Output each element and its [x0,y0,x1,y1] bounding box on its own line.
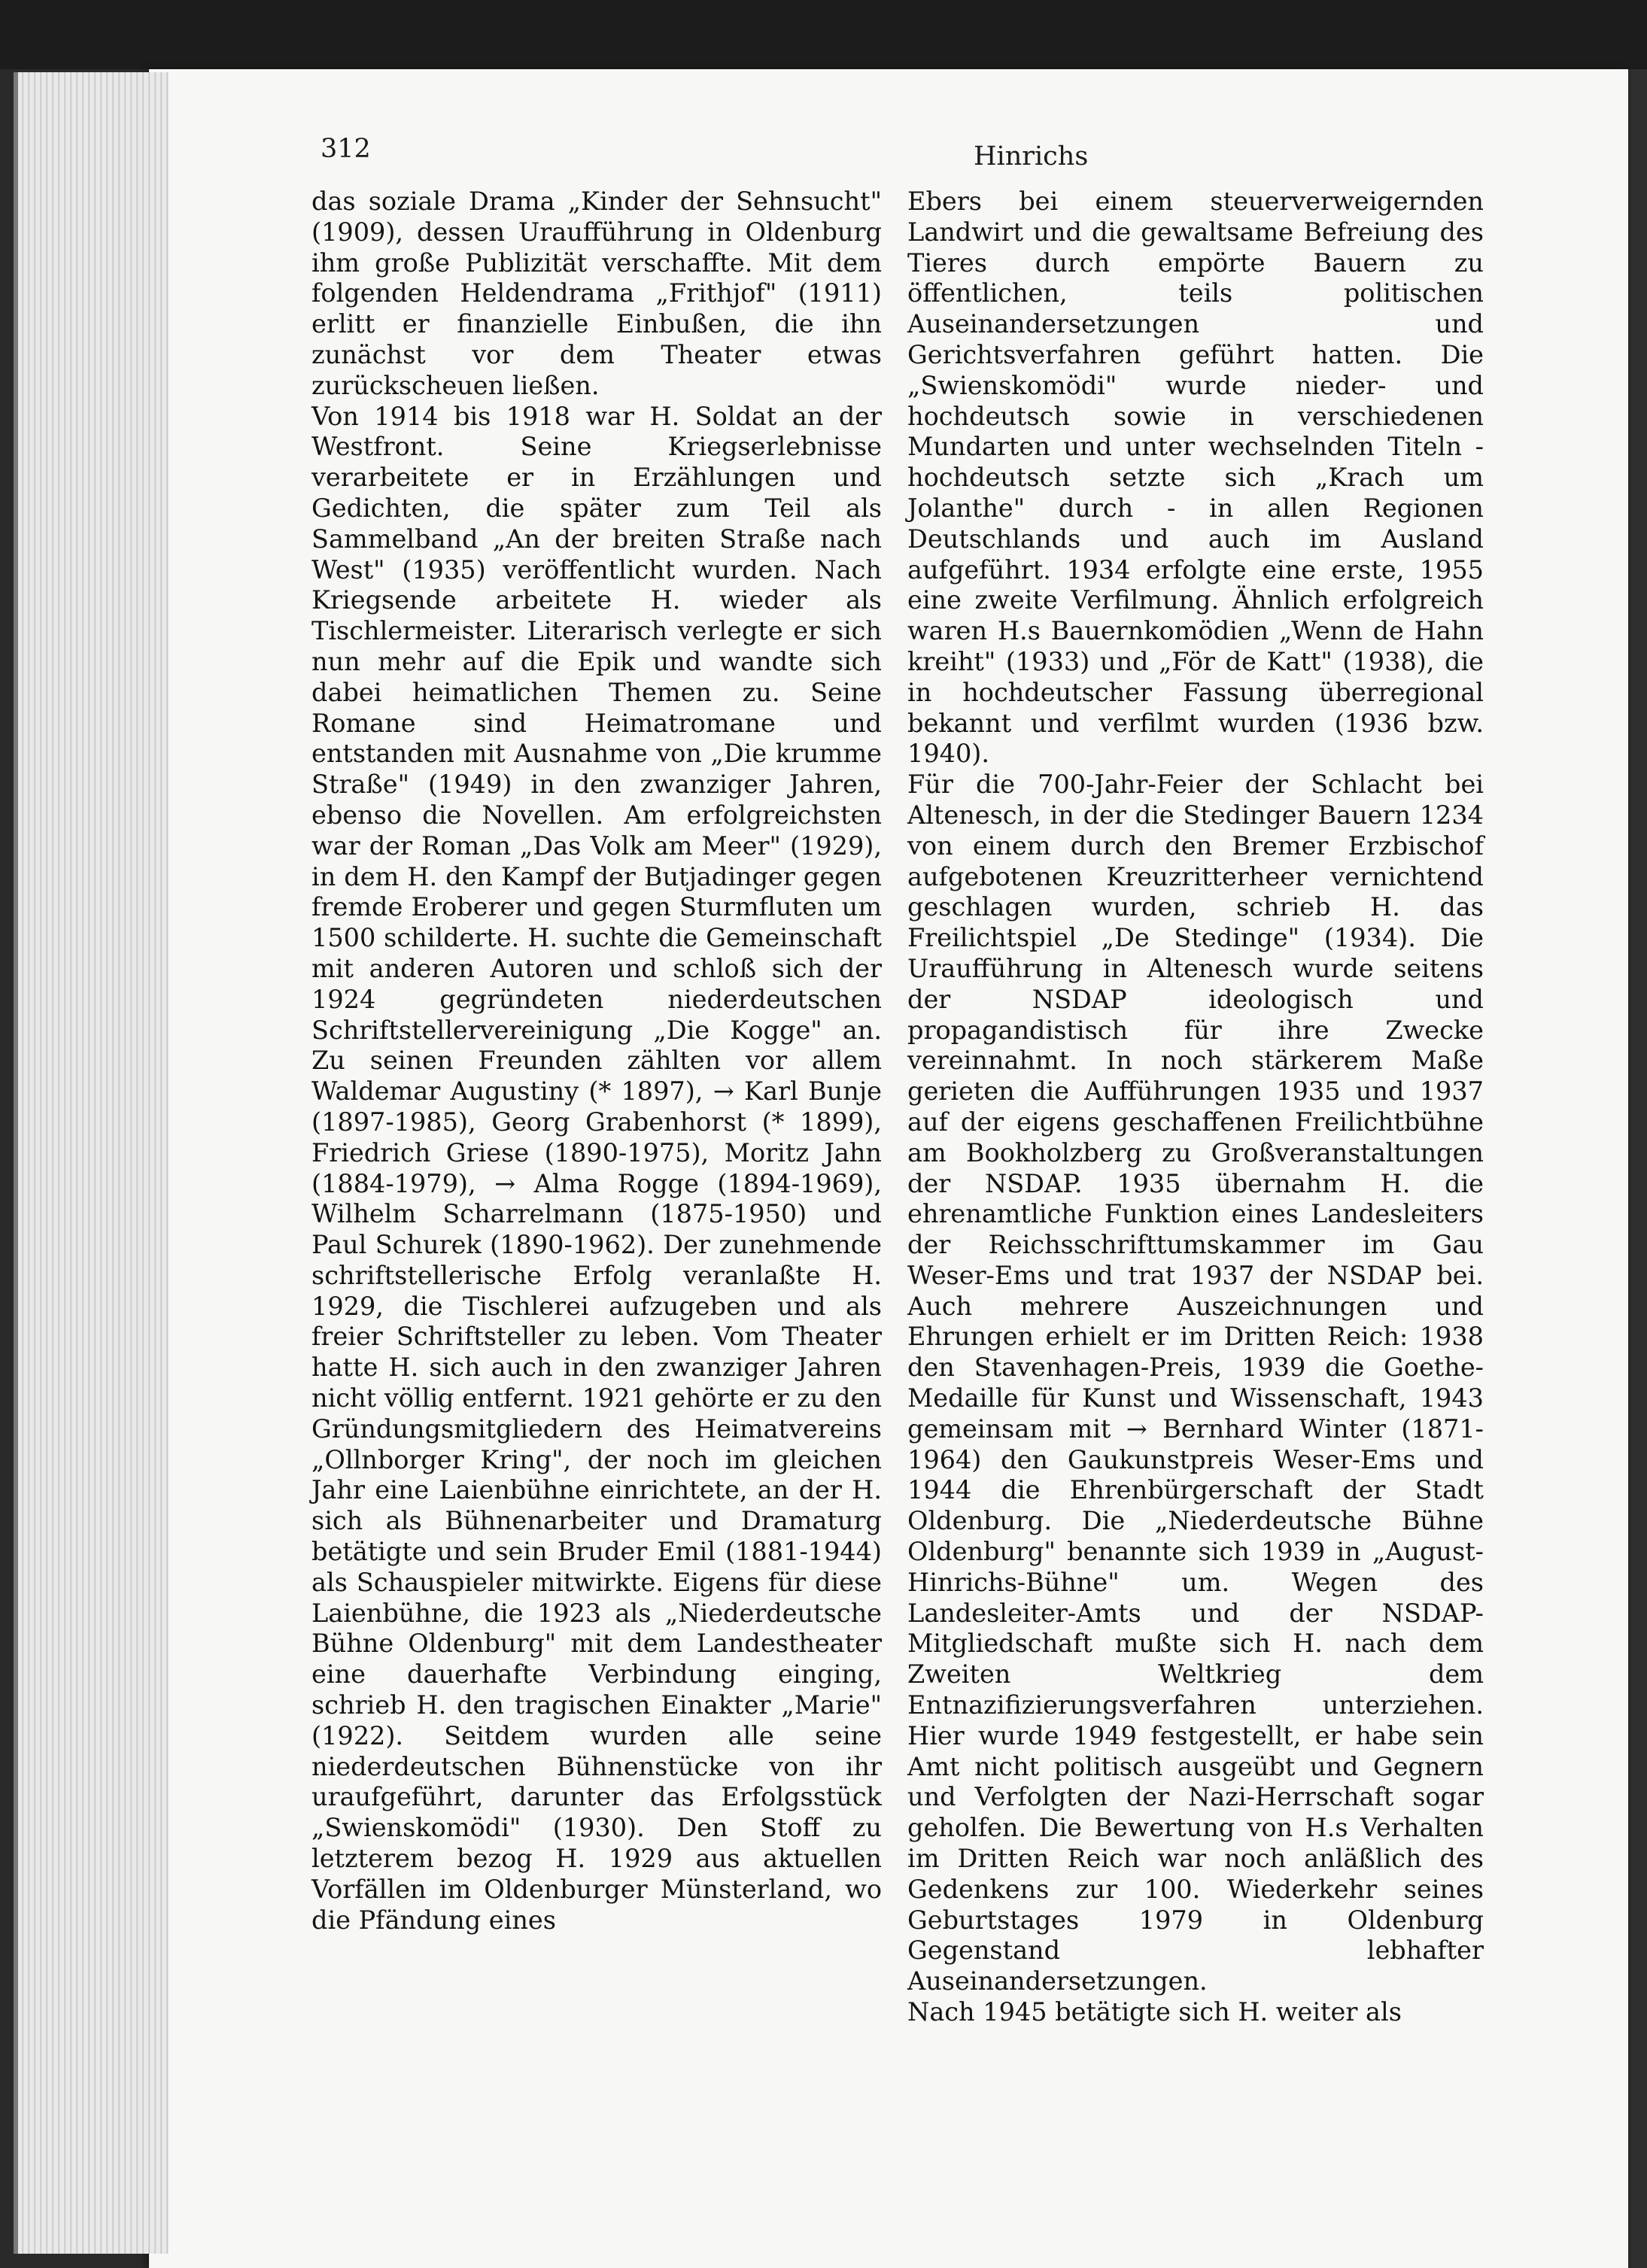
paragraph: Nach 1945 betätigte sich H. weiter als [907,1997,1402,2027]
page-stack-edges [14,72,169,2254]
paragraph: Ebers bei einem steuerverweigernden Landwirt und die gewaltsame Befreiung des Tieres durch empörte Bauern zu öffentlichen, teils politischen Auseinandersetzungen und Gerichtsverfahren geführt hatten. Die „Swienskomödi" wurde nieder- und hochdeutsch sowie in verschiedenen Mundarten und unter wechselnden Titeln - hochdeutsch setzte sich „Krach um Jolanthe" durch - in allen Regionen Deutschlands und auch im Ausland aufgeführt. 1934 erfolgte eine erste, 1955 eine zweite Verfilmung. Ähnlich erfolgreich waren H.s Bauernkomödien „Wenn de Hahn kreiht" (1933) und „För de Katt" (1938), die in hochdeutscher Fassung überregional bekannt und verfilmt wurden (1936 bzw. 1940). [907,187,1484,769]
paragraph: das soziale Drama „Kinder der Sehnsucht" (1909), dessen Uraufführung in Oldenburg ihm große Publizität verschaffte. Mit dem folgenden Heldendrama „Frithjof" (1911) erlitt er finanzielle Einbußen, die ihn zunächst vor dem Theater etwas zurückscheuen ließen. [311,187,882,400]
paragraph: Von 1914 bis 1918 war H. Soldat an der Westfront. Seine Kriegserlebnisse verarbeitete er in Erzählungen und Gedichten, die später zum Teil als Sammelband „An der breiten Straße nach West" (1935) veröffentlicht wurden. Nach Kriegsende arbeitete H. wieder als Tischlermeister. Literarisch verlegte er sich nun mehr auf die Epik und wandte sich dabei heimatlichen Themen zu. Seine Romane sind Heimatromane und entstanden mit Ausnahme von „Die krumme Straße" (1949) in den zwanziger Jahren, ebenso die Novellen. Am erfolgreichsten war der Roman „Das Volk am Meer" (1929), in dem H. den Kampf der Butjadinger gegen fremde Eroberer und gegen Sturmfluten um 1500 schilderte. H. suchte die Gemeinschaft mit anderen Autoren und schloß sich der 1924 gegründeten niederdeutschen Schriftstellervereinigung „Die Kogge" an. Zu seinen Freunden zählten vor allem Waldemar Augustiny (* 1897), → Karl Bunje (1897-1985), Georg Grabenhorst (* 1899), Friedrich Griese (1890-1975), Moritz Jahn (1884-1979), → Alma Rogge (1894-1969), Wilhelm Scharrelmann (1875-1950) und Paul Schurek (1890-1962). Der zunehmende schriftstellerische Erfolg veranlaßte H. 1929, die Tischlerei aufzugeben und als freier Schriftsteller zu leben. Vom Theater hatte H. sich auch in den zwanziger Jahren nicht völlig entfernt. 1921 gehörte er zu den Gründungsmitgliedern des Heimatvereins „Ollnborger Kring", der noch im gleichen Jahr eine Laienbühne einrichtete, an der H. sich als Bühnenarbeiter und Dramaturg betätigte und sein Bruder Emil (1881-1944) als Schauspieler mitwirkte. Eigens für diese Laienbühne, die 1923 als „Niederdeutsche Bühne Oldenburg" mit dem Landestheater eine dauerhafte Verbindung einging, schrieb H. den tragischen Einakter „Marie" (1922). Seitdem wurden alle seine niederdeutschen Bühnenstücke von ihr uraufgeführt, darunter das Erfolgsstück „Swienskomödi" (1930). Den Stoff zu letzterem bezog H. 1929 aus aktuellen Vorfällen im Oldenburger Münsterland, wo die Pfändung eines [311,401,882,1935]
paragraph: Für die 700-Jahr-Feier der Schlacht bei Altenesch, in der die Stedinger Bauern 1234 von einem durch den Bremer Erzbischof aufgebotenen Kreuzritterheer vernichtend geschlagen wurden, schrieb H. das Freilichtspiel „De Stedinge" (1934). Die Uraufführung in Altenesch wurde seitens der NSDAP ideologisch und propagandistisch für ihre Zwecke vereinnahmt. In noch stärkerem Maße gerieten die Aufführungen 1935 und 1937 auf der eigens geschaffenen Freilichtbühne am Bookholzberg zu Großveranstaltungen der NSDAP. 1935 übernahm H. die ehrenamtliche Funktion eines Landesleiters der Reichsschrifttumskammer im Gau Weser-Ems und trat 1937 der NSDAP bei. Auch mehrere Auszeichnungen und Ehrungen erhielt er im Dritten Reich: 1938 den Stavenhagen-Preis, 1939 die Goethe-Medaille für Kunst und Wissenschaft, 1943 gemeinsam mit → Bernhard Winter (1871-1964) den Gaukunstpreis Weser-Ems und 1944 die Ehrenbürgerschaft der Stadt Oldenburg. Die „Niederdeutsche Bühne Oldenburg" benannte sich 1939 in „August-Hinrichs-Bühne" um. Wegen des Landesleiter-Amts und der NSDAP-Mitgliedschaft mußte sich H. nach dem Zweiten Weltkrieg dem Entnazifizierungsverfahren unterziehen. Hier wurde 1949 festgestellt, er habe sein Amt nicht politisch ausgeübt und Gegnern und Verfolgten der Nazi-Herrschaft sogar geholfen. Die Bewertung von H.s Verhalten im Dritten Reich war noch anläßlich des Gedenkens zur 100. Wiederkehr seines Geburtstages 1979 in Oldenburg Gegenstand lebhafter Auseinandersetzungen. [907,770,1484,1996]
scan-background [0,0,1647,69]
running-head: Hinrichs [974,141,1089,172]
page-number: 312 [321,134,371,164]
left-column [311,187,882,1936]
book-cover-edge [1630,69,1647,2268]
right-column [907,187,1484,2028]
page-header [321,134,1331,179]
